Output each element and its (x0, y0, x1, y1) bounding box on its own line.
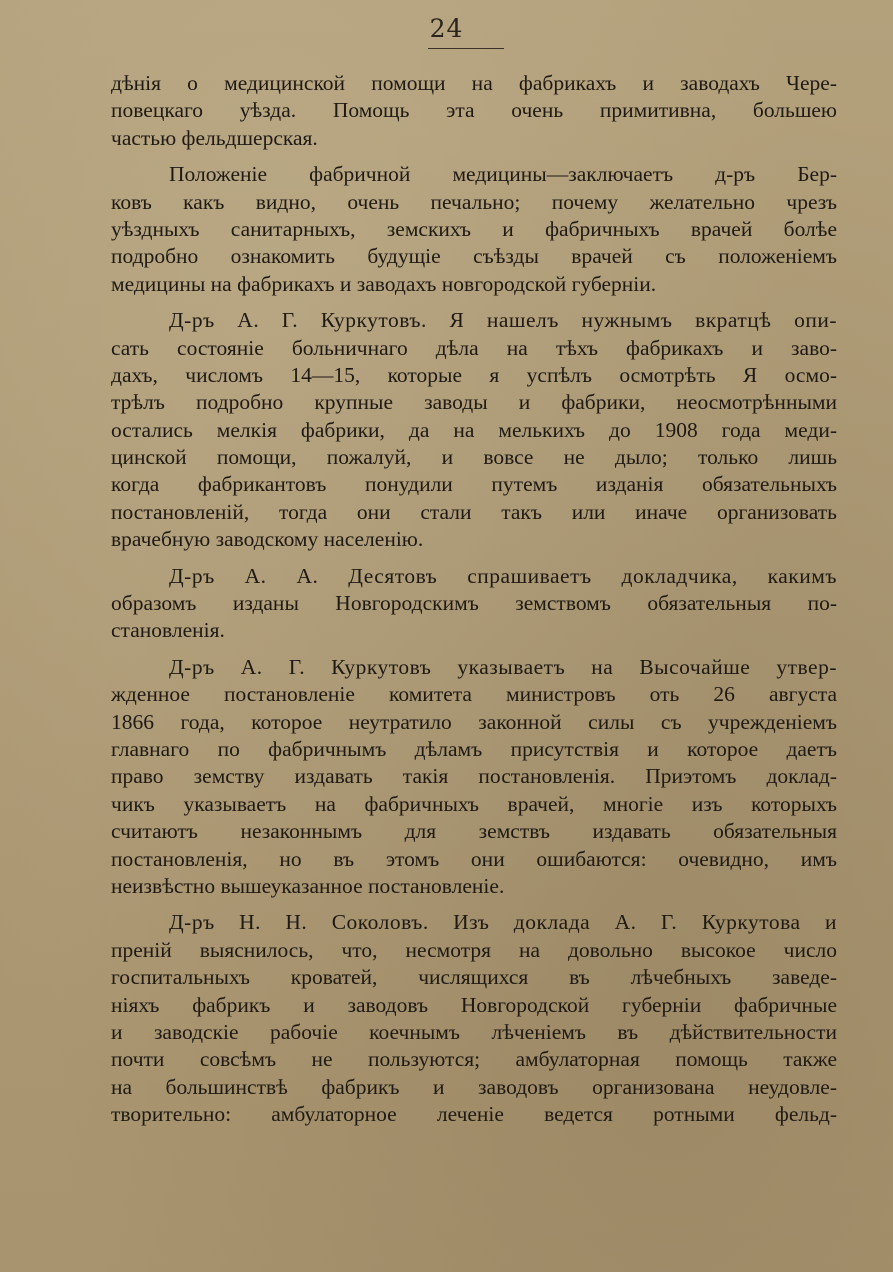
text-line: Д-ръ А. А. Десятовъ спрашиваетъ докладчика, какимъ (169, 563, 837, 588)
text-line: сать состояніе больничнаго дѣла на тѣхъ фабрикахъ и заво- (111, 335, 837, 360)
text-line: Д-ръ А. Г. Куркутовъ указываетъ на Высочайше утвер- (169, 654, 837, 679)
text-line: врачебную заводскому населенію. (111, 527, 424, 552)
text-line: медицины на фабрикахъ и заводахъ новгородской губерніи. (111, 271, 657, 296)
text-line: ніяхъ фабрикъ и заводовъ Новгородской губерніи фабричные (111, 992, 837, 1017)
body-text (111, 70, 837, 1128)
text-line: на большинствѣ фабрикъ и заводовъ организована неудовле- (111, 1074, 837, 1099)
text-line: главнаго по фабричнымъ дѣламъ присутствія и которое даетъ (111, 736, 837, 761)
text-line: образомъ изданы Новгородскимъ земствомъ обязательныя по- (111, 591, 837, 616)
text-line: трѣлъ подробно крупные заводы и фабрики, неосмотрѣнными (111, 390, 837, 415)
paragraph-2 (111, 161, 837, 298)
text-line: постановленій, тогда они стали такъ или иначе организовать (111, 499, 837, 524)
page-number: 24 (429, 14, 464, 43)
text-line: Д-ръ Н. Н. Соколовъ. Изъ доклада А. Г. Куркутова и (169, 910, 837, 935)
paragraph-4 (111, 563, 837, 645)
text-line: почти совсѣмъ не пользуются; амбулаторная помощь также (111, 1047, 837, 1072)
text-line: Д-ръ А. Г. Куркутовъ. Я нашелъ нужнымъ вкратцѣ опи- (169, 308, 837, 333)
text-line: преній выяснилось, что, несмотря на довольно высокое число (111, 937, 837, 962)
text-line: творительно: амбулаторное леченіе ведется ротными фельд- (111, 1102, 837, 1127)
paragraph-5 (111, 654, 837, 901)
text-line: становленія. (111, 618, 225, 643)
text-line: Положеніе фабричной медицины—заключаетъ д-ръ Бер- (169, 162, 837, 187)
text-line: чикъ указываетъ на фабричныхъ врачей, многіе изъ которыхъ (111, 791, 837, 816)
text-line: когда фабрикантовъ понудили путемъ изданія обязательныхъ (111, 472, 837, 497)
page-number-rule (428, 48, 504, 49)
paragraph-6 (111, 909, 837, 1128)
text-line: частью фельдшерская. (111, 125, 318, 150)
text-line: дѣнія о медицинской помощи на фабрикахъ и заводахъ Чере- (111, 71, 837, 95)
text-line: 1866 года, которое неутратило законной силы съ учрежденіемъ (111, 709, 837, 734)
text-line: постановленія, но въ этомъ они ошибаются: очевидно, имъ (111, 846, 837, 871)
paragraph-3 (111, 307, 837, 554)
text-line: остались мелкія фабрики, да на мелькихъ до 1908 года меди- (111, 417, 837, 442)
paragraph-1 (111, 70, 837, 152)
text-line: повецкаго уѣзда. Помощь эта очень примитивна, большею (111, 98, 837, 123)
text-line: ковъ какъ видно, очень печально; почему желательно чрезъ (111, 189, 837, 214)
text-line: подробно ознакомить будущіе съѣзды врачей съ положеніемъ (111, 244, 837, 269)
text-line: уѣздныхъ санитарныхъ, земскихъ и фабричныхъ врачей болѣе (111, 216, 837, 241)
text-line: жденное постановленіе комитета министровъ оть 26 августа (111, 682, 837, 707)
text-line: право земству издавать такія постановленія. Приэтомъ доклад- (111, 764, 837, 789)
text-line: считаютъ незаконнымъ для земствъ издавать обязательныя (111, 819, 837, 844)
text-line: цинской помощи, пожалуй, и вовсе не дыло; только лишь (111, 445, 837, 470)
text-line: и заводскіе рабочіе коечнымъ лѣченіемъ въ дѣйствительности (111, 1019, 837, 1044)
text-line: неизвѣстно вышеуказанное постановленіе. (111, 873, 505, 898)
text-line: дахъ, числомъ 14—15, которые я успѣлъ осмотрѣть Я осмо- (111, 362, 837, 387)
text-line: госпитальныхъ кроватей, числящихся въ лѣчебныхъ заведе- (111, 965, 837, 990)
